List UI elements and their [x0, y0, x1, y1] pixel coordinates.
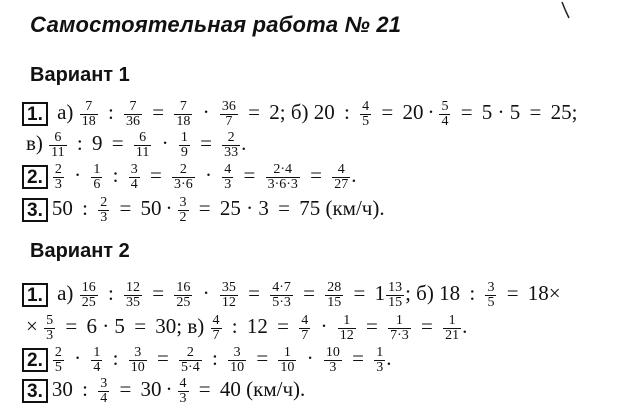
value: 18×	[527, 281, 561, 305]
unit: (км/ч).	[325, 196, 385, 220]
fraction: $\frac{1}{9}$	[180, 129, 188, 160]
fraction: $\frac{2}{5\cdot 4}$	[181, 344, 200, 375]
fraction: $\frac{16}{25}$	[176, 279, 191, 310]
expression: 25 · 3	[219, 196, 269, 220]
value: 18	[439, 281, 461, 305]
fraction: $\frac{16}{25}$	[81, 279, 96, 310]
result: 25;	[550, 100, 578, 124]
value: 20	[313, 100, 335, 124]
fraction: $\frac{2}{5}$	[54, 344, 62, 375]
fraction: $\frac{4}{7}$	[301, 312, 309, 343]
value: 20	[402, 100, 424, 124]
fraction: $\frac{4}{5}$	[362, 98, 370, 129]
fraction: $\frac{35}{12}$	[221, 279, 236, 310]
value: 50	[140, 196, 162, 220]
fraction: $\frac{4}{7}$	[212, 312, 220, 343]
fraction: $\frac{2}{33}$	[224, 129, 239, 160]
task-number-box: 2.	[22, 165, 48, 189]
fraction: $\frac{3}{10}$	[130, 344, 145, 375]
value: 30	[51, 377, 73, 401]
v1-task1-line1: 1. а) $\frac{7}{18}$ : $\frac{7}{36}$ = $\frac{7}{18}$ · $\frac{36}{7}$ = 2; б) 20 : $\frac{4}{5}$ = 20 · $\frac{5}{4}$ = 5 · 5 = 25;	[22, 97, 577, 127]
fraction: $\frac{5}{3}$	[46, 312, 54, 343]
fraction: $\frac{12}{35}$	[126, 279, 141, 310]
fraction: $\frac{7}{36}$	[126, 98, 141, 129]
fraction: $\frac{36}{7}$	[221, 98, 236, 129]
part-label: б)	[290, 100, 309, 124]
value: 12	[246, 314, 268, 338]
task-number-box: 2.	[22, 348, 48, 372]
task-number-box: 3.	[22, 198, 48, 222]
fraction: $\frac{13}{15}$	[388, 279, 403, 310]
fraction: $\frac{2}{3\cdot 6}$	[174, 161, 193, 192]
fraction: $\frac{1}{21}$	[445, 312, 460, 343]
fraction: $\frac{1}{4}$	[93, 344, 101, 375]
fraction: $\frac{4}{3}$	[179, 375, 187, 406]
fraction: $\frac{2\cdot 4}{3\cdot 6\cdot 3}$	[267, 161, 298, 192]
expression: 6 · 5	[86, 314, 125, 338]
fraction: $\frac{2}{3}$	[100, 194, 108, 225]
fraction: $\frac{3}{10}$	[230, 344, 245, 375]
task-number-box: 3.	[22, 379, 48, 403]
task-number-box: 1.	[22, 102, 48, 126]
fraction: $\frac{1}{12}$	[339, 312, 354, 343]
fraction: $\frac{1}{3}$	[376, 344, 384, 375]
fraction: $\frac{3}{2}$	[179, 194, 187, 225]
value: 30	[140, 377, 162, 401]
fraction: $\frac{2}{3}$	[54, 161, 62, 192]
part-label: б)	[416, 281, 434, 305]
v1-task1-line2: в) $\frac{6}{11}$ : 9 = $\frac{6}{11}$ · $\frac{1}{9}$ = $\frac{2}{33}$ .	[26, 129, 247, 160]
part-label: в)	[26, 131, 43, 155]
part-label: а)	[57, 281, 74, 305]
fraction: $\frac{3}{5}$	[487, 279, 495, 310]
fraction: $\frac{6}{11}$	[135, 129, 150, 160]
unit: (км/ч).	[246, 377, 306, 401]
v2-task3-line: 3. 30 : $\frac{3}{4}$ = 30 · $\frac{4}{3}$ = 40 (км/ч).	[22, 374, 305, 404]
fraction: $\frac{1}{7\cdot 3}$	[390, 312, 409, 343]
part-label: а)	[57, 100, 74, 124]
value: 50	[51, 196, 73, 220]
fraction: $\frac{4}{27}$	[334, 161, 349, 192]
v2-task2-line: 2. $\frac{2}{5}$ · $\frac{1}{4}$ : $\frac{3}{10}$ = $\frac{2}{5\cdot 4}$ : $\frac{3}{10}$ = $\frac{1}{10}$ · $\frac{10}{3}$ = $\frac{1}{3}$ .	[22, 343, 392, 373]
value: 9	[92, 131, 103, 155]
task-number-box: 1.	[22, 283, 48, 307]
fraction: $\frac{6}{11}$	[51, 129, 65, 160]
fraction: $\frac{7}{18}$	[176, 98, 191, 129]
fraction: $\frac{5}{4}$	[441, 98, 449, 129]
fraction: $\frac{1}{6}$	[93, 161, 101, 192]
fraction: $\frac{4\cdot 7}{5\cdot 3}$	[272, 279, 291, 310]
v2-task1-line2: × $\frac{5}{3}$ = 6 · 5 = 30; в) $\frac{4}{7}$ : 12 = $\frac{4}{7}$ · $\frac{1}{12}$ = $\frac{1}{7\cdot 3}$ = $\frac{1}{21}$ .	[26, 312, 468, 343]
pen-mark	[560, 0, 574, 20]
fraction: $\frac{1}{10}$	[280, 344, 295, 375]
result: 2;	[269, 100, 286, 124]
fraction: $\frac{28}{15}$	[327, 279, 342, 310]
v2-task1-line1: 1. а) $\frac{16}{25}$ : $\frac{12}{35}$ = $\frac{16}{25}$ · $\frac{35}{12}$ = $\frac{4\cdot 7}{5\cdot 3}$ = $\frac{28}{15}$ = 1 $\frac{13}{15}$ ; б) 18 : $\frac{3}{5}$ = 18×	[22, 278, 561, 308]
fraction: $\frac{7}{18}$	[81, 98, 96, 129]
fraction: $\frac{3}{4}$	[100, 375, 108, 406]
fraction: $\frac{3}{4}$	[130, 161, 138, 192]
fraction: $\frac{10}{3}$	[325, 344, 340, 375]
result: 75	[299, 196, 321, 220]
page-title: Самостоятельная работа № 21	[30, 12, 402, 37]
mixed-number: 1 $\frac{13}{15}$	[374, 279, 403, 310]
result: 30;	[155, 314, 183, 338]
variant-2-heading: Вариант 2	[30, 240, 130, 262]
variant-1-heading: Вариант 1	[30, 64, 130, 86]
v1-task2-line: 2. $\frac{2}{3}$ · $\frac{1}{6}$ : $\frac{3}{4}$ = $\frac{2}{3\cdot 6}$ · $\frac{4}{3}$ = $\frac{2\cdot 4}{3\cdot 6\cdot 3}$ = $\frac{4}{27}$ .	[22, 160, 356, 190]
part-label: в)	[187, 314, 205, 338]
fraction: $\frac{4}{3}$	[224, 161, 232, 192]
result: 40	[219, 377, 241, 401]
expression: 5 · 5	[481, 100, 521, 124]
v1-task3-line: 3. 50 : $\frac{2}{3}$ = 50 · $\frac{3}{2}$ = 25 · 3 = 75 (км/ч).	[22, 193, 385, 223]
